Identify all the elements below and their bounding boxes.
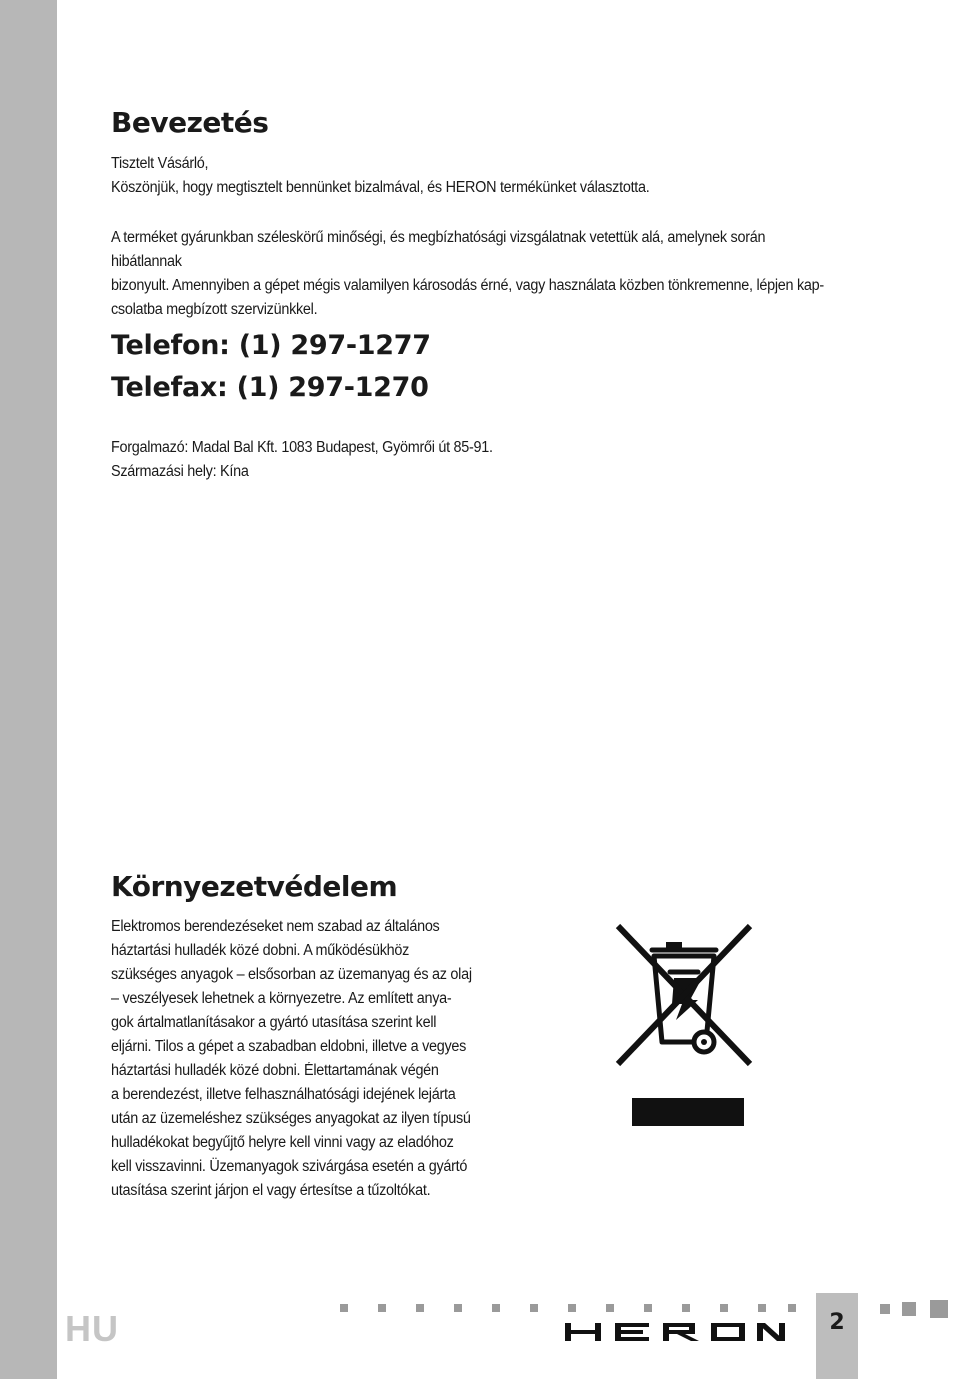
environment-line: gok ártalmatlanításakor a gyártó utasítása szerint kell xyxy=(111,1014,437,1031)
environment-section xyxy=(111,870,891,903)
environment-line: után az üzemeléshez szükséges anyagokat az ilyen típusú xyxy=(111,1110,471,1127)
footer-dot xyxy=(644,1304,652,1312)
paragraph-line: bizonyult. Amennyiben a gépet mégis valamilyen károsodás érné, vagy használata közben tönkremenne, lépjen kap- xyxy=(111,277,824,294)
footer-dot xyxy=(416,1304,424,1312)
paragraph-line: csolatba megbízott szervizünkkel. xyxy=(111,301,318,318)
environment-line: – veszélyesek lehetnek a környezetre. Az említett anya- xyxy=(111,990,452,1007)
intro-body xyxy=(111,152,891,200)
intro-title: Bevezetés xyxy=(111,106,269,139)
thanks-text: Köszönjük, hogy megtisztelt bennünket bizalmával, és HERON termékünket választotta. xyxy=(111,179,650,196)
footer-dot xyxy=(720,1304,728,1312)
paragraph-line: A terméket gyárunkban széleskörű minőségi, és megbízhatósági vizsgálatnak vetettük alá, amelynek során hibátlannak xyxy=(111,229,766,270)
footer-square xyxy=(930,1300,948,1318)
intro-paragraph xyxy=(111,226,891,322)
side-color-bar xyxy=(0,0,57,1379)
environment-line: a berendezést, illetve felhasználhatósági idejének lejárta xyxy=(111,1086,456,1103)
environment-body xyxy=(111,915,551,1203)
fax-number: Telefax: (1) 297-1270 xyxy=(111,372,429,403)
footer-square xyxy=(902,1302,916,1316)
environment-line: szükséges anyagok – elsősorban az üzemanyag és az olaj xyxy=(111,966,472,983)
intro-section xyxy=(111,106,891,139)
distributor-block xyxy=(111,436,891,484)
environment-line: kell visszavinni. Üzemanyagok szivárgása esetén a gyártó xyxy=(111,1158,468,1175)
phone-number: Telefon: (1) 297-1277 xyxy=(111,330,431,361)
footer-dot xyxy=(378,1304,386,1312)
contact-block xyxy=(111,325,891,409)
footer-dot xyxy=(530,1304,538,1312)
footer-dot xyxy=(788,1304,796,1312)
greeting: Tisztelt Vásárló, xyxy=(111,155,209,172)
environment-line: utasítása szerint járjon el vagy értesítse a tűzoltókat. xyxy=(111,1182,431,1199)
footer-dot xyxy=(568,1304,576,1312)
footer-dot xyxy=(492,1304,500,1312)
footer-dot xyxy=(606,1304,614,1312)
environment-line: Elektromos berendezéseket nem szabad az általános xyxy=(111,918,440,935)
environment-title: Környezetvédelem xyxy=(111,870,398,903)
environment-line: eljárni. Tilos a gépet a szabadban eldobni, illetve a vegyes xyxy=(111,1038,467,1055)
footer-dot xyxy=(454,1304,462,1312)
distributor-text: Forgalmazó: Madal Bal Kft. 1083 Budapest, Gyömrői út 85-91. xyxy=(111,439,493,456)
language-code: HU xyxy=(65,1308,119,1349)
page-number-box xyxy=(816,1293,858,1379)
weee-black-bar xyxy=(632,1098,744,1126)
page-number: 2 xyxy=(829,1310,845,1335)
footer-square xyxy=(880,1304,890,1314)
environment-line: hulladékokat begyűjtő helyre kell vinni vagy az eladóhoz xyxy=(111,1134,454,1151)
footer-dot xyxy=(340,1304,348,1312)
environment-line: háztartási hulladék közé dobni. A működésükhöz xyxy=(111,942,410,959)
origin-text: Származási hely: Kína xyxy=(111,463,249,480)
heron-logo xyxy=(565,1321,785,1348)
environment-line: háztartási hulladék közé dobni. Élettartamának végén xyxy=(111,1062,439,1079)
footer-dot xyxy=(758,1304,766,1312)
footer-dot xyxy=(682,1304,690,1312)
